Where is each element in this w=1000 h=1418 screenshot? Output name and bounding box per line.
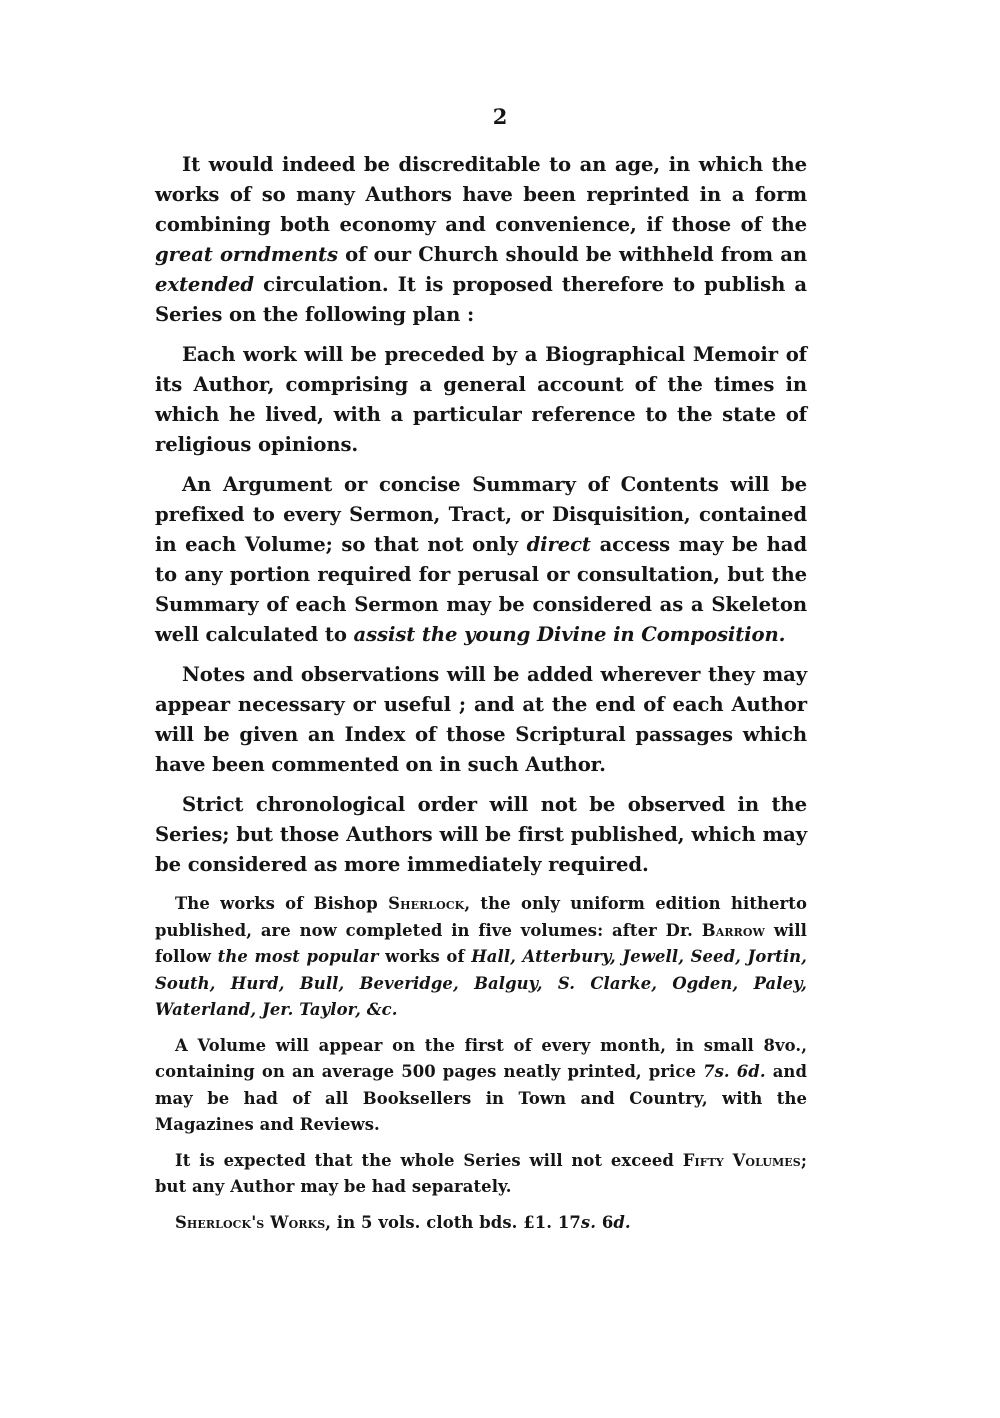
text-segment: The works of Bishop bbox=[175, 894, 389, 913]
italic-text: s. bbox=[580, 1212, 597, 1232]
paragraph bbox=[155, 660, 807, 780]
italic-text: Hall, Atterbury, Jewell, Seed, Jortin, South, Hurd, Bull, Beveridge, Balguy, S. Clarke, Ogden, Paley, Waterland, Jer. Taylor, &c. bbox=[155, 947, 807, 1019]
notice-paragraph bbox=[155, 1148, 807, 1201]
text-segment: , in 5 vols. cloth bds. £1. 17 bbox=[325, 1212, 581, 1232]
text-segment: will follow bbox=[155, 920, 808, 966]
italic-text: d. bbox=[613, 1212, 631, 1232]
italic-text: the most popular bbox=[217, 947, 379, 966]
italic-text: extended bbox=[155, 273, 254, 296]
text-segment: , the only uniform edition hitherto published, are now completed in five volumes: after Dr. bbox=[155, 894, 807, 940]
text-segment: ; but any Author may be had separately. bbox=[155, 1150, 807, 1196]
small-caps-text: Sherlock's Works bbox=[175, 1212, 326, 1232]
page-number: 2 bbox=[492, 104, 508, 129]
text-segment: It would indeed be discreditable to an age, in which the works of so many Authors have been reprinted in a form combining both economy and convenience, if those of the bbox=[155, 153, 807, 236]
italic-text: assist the young Divine in Composition. bbox=[353, 623, 786, 646]
text-segment: of our Church should be withheld from an bbox=[337, 243, 808, 266]
text-segment: and may be had of all Booksellers in Town and Country, with the Magazines and Reviews. bbox=[155, 1062, 807, 1134]
italic-text: great orndments bbox=[155, 243, 338, 266]
text-segment: circulation. It is proposed therefore to publish a Series on the following plan : bbox=[155, 273, 807, 326]
price-line bbox=[155, 1210, 807, 1237]
italic-text: 7s. 6d. bbox=[703, 1062, 766, 1081]
paragraph bbox=[155, 150, 807, 330]
small-caps-text: Sherlock bbox=[388, 894, 465, 913]
small-caps-text: Barrow bbox=[701, 920, 766, 940]
paragraph bbox=[155, 470, 807, 650]
text-segment: Strict chronological order will not be observed in the Series; but those Authors will be first published, which may be considered as more immediately required. bbox=[155, 793, 807, 876]
text-segment: A Volume will appear on the first of every month, in small 8vo., containing on an average 500 pages neatly printed, price bbox=[155, 1035, 807, 1081]
text-segment: access may be had to any portion required for perusal or consultation, but the Summary of each Sermon may be considered as a Skeleton well calculated to bbox=[155, 533, 807, 646]
main-text bbox=[155, 150, 807, 880]
notice-paragraph bbox=[155, 1033, 807, 1139]
text-segment: Notes and observations will be added wherever they may appear necessary or useful ; and at the end of each Author will be given an Index of those Scriptural passages which have been commented on in such Author. bbox=[155, 663, 807, 776]
text-segment: Each work will be preceded by a Biographical Memoir of its Author, comprising a general account of the times in which he lived, with a particular reference to the state of religious opinions. bbox=[155, 343, 807, 456]
text-segment: works of bbox=[378, 947, 472, 966]
text-segment: An Argument or concise Summary of Contents will be prefixed to every Sermon, Tract, or Disquisition, contained in each Volume; so that not only bbox=[155, 473, 807, 556]
notice-paragraph bbox=[155, 891, 807, 1024]
text-segment: It is expected that the whole Series will not exceed bbox=[175, 1150, 683, 1170]
notice-text bbox=[155, 891, 807, 1236]
small-caps-text: Fifty Volumes bbox=[682, 1150, 801, 1170]
paragraph bbox=[155, 790, 807, 880]
text-segment: 6 bbox=[596, 1212, 614, 1232]
italic-text: direct bbox=[526, 533, 591, 556]
paragraph bbox=[155, 340, 807, 460]
